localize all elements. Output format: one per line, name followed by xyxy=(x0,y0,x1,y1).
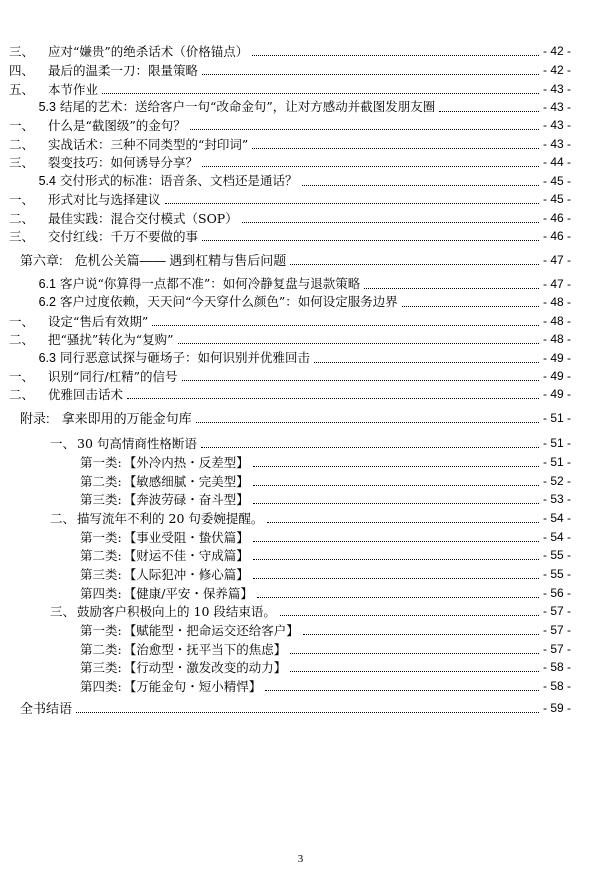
toc-entry[interactable] xyxy=(30,291,571,310)
toc-entry-title: 【事业受阻・蛰伏篇】 xyxy=(123,530,249,545)
toc-entry-title: 【敏感细腻・完美型】 xyxy=(123,474,249,489)
toc-entry-title: 优雅回击话术 xyxy=(48,387,124,402)
toc-entry-title: 鼓励客户积极向上的 10 段结束语。 xyxy=(77,604,276,619)
toc-entry[interactable] xyxy=(0,59,571,78)
toc-entry-title: 【万能金句・短小精悍】 xyxy=(123,679,262,694)
leader-dots xyxy=(242,222,539,223)
toc-entry-title: 识别“同行/杠精”的信号 xyxy=(48,369,178,384)
leader-dots xyxy=(257,597,539,598)
toc-entry-number: 一、 xyxy=(50,436,76,451)
leader-dots xyxy=(202,166,539,167)
toc-entry-title: 应对“嫌贵”的绝杀话术（价格锚点） xyxy=(48,44,249,59)
toc-entry-title: 【财运不佳・守成篇】 xyxy=(123,548,249,563)
toc-entry-title: 交付红线：千万不要做的事 xyxy=(48,229,199,244)
toc-entry-number: 第一类: xyxy=(80,530,122,545)
toc-entry-number: 一、 xyxy=(8,118,34,133)
toc-entry-title: 交付形式的标准：语音条、文档还是通话？ xyxy=(60,173,298,188)
toc-entry-number: 一、 xyxy=(8,314,34,329)
toc-entry-page: - 55 - xyxy=(542,548,571,562)
leader-dots xyxy=(314,362,539,363)
toc-entry-number: 5.4 xyxy=(38,174,56,188)
toc-entry[interactable] xyxy=(80,656,571,675)
leader-dots xyxy=(265,690,539,691)
toc-chapter[interactable] xyxy=(20,249,571,268)
toc-entry-page: - 49 - xyxy=(542,351,571,365)
leader-dots xyxy=(127,398,539,399)
toc-entry-page: - 43 - xyxy=(542,82,571,96)
toc-entry[interactable] xyxy=(80,563,571,582)
leader-dots xyxy=(201,447,539,448)
toc-entry-title: 【行动型・激发改变的动力】 xyxy=(123,660,287,675)
toc-entry[interactable] xyxy=(0,188,571,207)
leader-dots xyxy=(253,503,539,504)
toc-entry-title: 实战话术：三种不同类型的“封印词” xyxy=(48,137,249,152)
toc-entry[interactable] xyxy=(80,582,571,601)
toc-entry-number: 第六章: xyxy=(20,253,63,268)
toc-entry-number: 第四类: xyxy=(80,679,122,694)
toc-entry-page: - 48 - xyxy=(542,295,571,309)
toc-entry[interactable] xyxy=(0,151,571,170)
toc-entry[interactable] xyxy=(30,170,571,189)
toc-entry-number: 5.3 xyxy=(38,100,56,114)
toc-entry[interactable] xyxy=(80,470,571,489)
toc-entry-number: 二、 xyxy=(8,387,34,402)
toc-entry[interactable] xyxy=(0,225,571,244)
toc-entry-page: - 42 - xyxy=(542,44,571,58)
toc-appendix[interactable] xyxy=(20,407,571,426)
toc-entry[interactable] xyxy=(0,383,571,402)
leader-dots xyxy=(253,541,539,542)
toc-entry-title: 【健康/平安・保养篇】 xyxy=(123,586,253,601)
toc-entry-title: 【奔波劳碌・奋斗型】 xyxy=(123,492,249,507)
toc-entry-title: 设定“售后有效期” xyxy=(48,314,149,329)
leader-dots xyxy=(439,111,539,112)
toc-entry-number: 6.1 xyxy=(38,277,56,291)
leader-dots xyxy=(76,712,539,713)
toc-entry-title: 客户过度依赖，天天问“今天穿什么颜色”：如何设定服务边界 xyxy=(60,294,398,309)
toc-entry-title: 30 句高情商性格断语 xyxy=(77,436,197,451)
toc-entry-page: - 52 - xyxy=(542,474,571,488)
toc-entry[interactable] xyxy=(80,544,571,563)
toc-entry-number: 附录: xyxy=(20,411,50,426)
toc-entry-page: - 51 - xyxy=(542,411,571,425)
toc-entry-number: 第三类: xyxy=(80,492,122,507)
toc-entry[interactable] xyxy=(80,488,571,507)
toc-entry[interactable] xyxy=(80,619,571,638)
toc-entry-title: 【治愈型・抚平当下的焦虑】 xyxy=(123,642,287,657)
toc-entry-number: 三、 xyxy=(8,155,34,170)
toc-entry[interactable] xyxy=(0,40,571,59)
toc-entry-number: 二、 xyxy=(8,332,34,347)
toc-entry-number: 第二类: xyxy=(80,642,122,657)
toc-entry-page: - 49 - xyxy=(542,369,571,383)
toc-entry-page: - 44 - xyxy=(542,155,571,169)
toc-entry-number: 三、 xyxy=(50,604,76,619)
toc-entry-number: 第二类: xyxy=(80,474,122,489)
toc-entry-page: - 56 - xyxy=(542,586,571,600)
leader-dots xyxy=(165,203,539,204)
toc-epilogue[interactable] xyxy=(20,697,571,716)
toc-entry[interactable] xyxy=(0,207,571,226)
toc-entry-page: - 57 - xyxy=(542,623,571,637)
toc-entry[interactable] xyxy=(0,114,571,133)
leader-dots xyxy=(202,240,539,241)
leader-dots xyxy=(267,522,539,523)
toc-entry-page: - 51 - xyxy=(542,455,571,469)
leader-dots xyxy=(202,74,539,75)
toc-entry-page: - 43 - xyxy=(542,100,571,114)
toc-entry-title: 把“骚扰”转化为“复购” xyxy=(48,332,174,347)
toc-entry-number: 三、 xyxy=(8,229,34,244)
toc-entry-page: - 53 - xyxy=(542,492,571,506)
toc-entry-page: - 57 - xyxy=(542,604,571,618)
toc-entry[interactable] xyxy=(0,328,571,347)
toc-entry-number: 第三类: xyxy=(80,567,122,582)
toc-entry-title: 什么是“截图级”的金句？ xyxy=(48,118,186,133)
toc-entry[interactable] xyxy=(0,310,571,329)
toc-entry[interactable] xyxy=(30,347,571,366)
toc-entry-number: 第二类: xyxy=(80,548,122,563)
toc-entry-page: - 45 - xyxy=(542,192,571,206)
toc-entry-page: - 58 - xyxy=(542,679,571,693)
leader-dots xyxy=(364,288,539,289)
toc-entry-number: 6.2 xyxy=(38,295,56,309)
toc-entry-number: 三、 xyxy=(8,44,34,59)
toc-entry-page: - 47 - xyxy=(542,277,571,291)
leader-dots xyxy=(252,148,539,149)
toc-entry-page: - 47 - xyxy=(542,253,571,267)
page-number: 3 xyxy=(297,853,304,865)
leader-dots xyxy=(253,485,539,486)
toc-entry-number: 第一类: xyxy=(80,623,122,638)
toc-entry[interactable] xyxy=(80,675,571,694)
leader-dots xyxy=(290,264,539,265)
leader-dots xyxy=(303,634,539,635)
toc-entry-title: 客户说“你算得一点都不准”：如何冷静复盘与退款策略 xyxy=(60,276,361,291)
leader-dots xyxy=(290,671,539,672)
toc-entry-number: 6.3 xyxy=(38,351,56,365)
toc-entry-page: - 43 - xyxy=(542,118,571,132)
toc-entry-title: 【赋能型・把命运交还给客户】 xyxy=(123,623,299,638)
toc-entry-title: 【人际犯冲・修心篇】 xyxy=(123,567,249,582)
toc-entry-number: 第三类: xyxy=(80,660,122,675)
toc-entry-number: 一、 xyxy=(8,192,34,207)
toc-entry-title: 【外冷内热・反差型】 xyxy=(123,455,249,470)
leader-dots xyxy=(302,185,539,186)
leader-dots xyxy=(253,578,539,579)
toc-entry-number: 五、 xyxy=(8,82,34,97)
toc-entry-page: - 54 - xyxy=(542,511,571,525)
leader-dots xyxy=(253,559,539,560)
toc-entry-page: - 54 - xyxy=(542,530,571,544)
toc-entry-page: - 46 - xyxy=(542,229,571,243)
leader-dots xyxy=(178,343,539,344)
toc-entry-page: - 49 - xyxy=(542,387,571,401)
toc-entry-number: 第一类: xyxy=(80,455,122,470)
toc-entry-number: 二、 xyxy=(8,137,34,152)
toc-entry[interactable] xyxy=(30,273,571,292)
leader-dots xyxy=(402,306,539,307)
toc-entry-page: - 58 - xyxy=(542,660,571,674)
toc-entry-page: - 51 - xyxy=(542,436,571,450)
leader-dots xyxy=(290,653,539,654)
toc-entry[interactable] xyxy=(0,133,571,152)
toc-entry[interactable] xyxy=(50,600,571,619)
toc-entry-number: 第四类: xyxy=(80,586,122,601)
toc-entry[interactable] xyxy=(0,365,571,384)
leader-dots xyxy=(252,55,539,56)
leader-dots xyxy=(196,422,539,423)
leader-dots xyxy=(152,325,539,326)
toc-entry-page: - 59 - xyxy=(542,701,571,715)
toc-entry-title: 最佳实践：混合交付模式（SOP） xyxy=(48,211,238,226)
toc-entry-title: 本节作业 xyxy=(48,82,99,97)
leader-dots xyxy=(253,466,539,467)
leader-dots xyxy=(280,615,539,616)
toc-entry-number: 二、 xyxy=(50,511,76,526)
toc-entry-page: - 48 - xyxy=(542,332,571,346)
toc-entry-page: - 46 - xyxy=(542,211,571,225)
toc-entry-title: 同行恶意试探与砸场子：如何识别并优雅回击 xyxy=(60,350,311,365)
toc-entry-title: 裂变技巧：如何诱导分享？ xyxy=(48,155,199,170)
toc-entry-title: 结尾的艺术：送给客户一句“改命金句”，让对方感动并截图发朋友圈 xyxy=(60,99,436,114)
toc-entry[interactable] xyxy=(50,432,571,451)
toc-entry-title: 描写流年不利的 20 句委婉提醒。 xyxy=(77,511,264,526)
toc-entry[interactable] xyxy=(80,638,571,657)
toc-entry[interactable] xyxy=(0,78,571,97)
leader-dots xyxy=(102,93,539,94)
toc-entry[interactable] xyxy=(30,96,571,115)
leader-dots xyxy=(190,129,539,130)
toc-entry-page: - 45 - xyxy=(542,174,571,188)
toc-entry-page: - 48 - xyxy=(542,314,571,328)
toc-entry-number: 四、 xyxy=(8,63,34,78)
toc-entry-page: - 42 - xyxy=(542,63,571,77)
toc-entry[interactable] xyxy=(80,526,571,545)
toc-entry-number: 二、 xyxy=(8,211,34,226)
toc-entry-number: 一、 xyxy=(8,369,34,384)
toc-entry-title: 形式对比与选择建议 xyxy=(48,192,161,207)
toc-entry-page: - 55 - xyxy=(542,567,571,581)
toc-entry-page: - 43 - xyxy=(542,137,571,151)
toc-entry-title: 全书结语 xyxy=(20,701,73,716)
toc-entry-page: - 57 - xyxy=(542,642,571,656)
toc-entry[interactable] xyxy=(80,451,571,470)
toc-entry-title: 危机公关篇—— 遇到杠精与售后问题 xyxy=(74,253,287,268)
toc-entry[interactable] xyxy=(50,507,571,526)
toc-entry-title: 最后的温柔一刀：限量策略 xyxy=(48,63,199,78)
toc-entry-title: 拿来即用的万能金句库 xyxy=(61,411,192,426)
leader-dots xyxy=(182,380,539,381)
